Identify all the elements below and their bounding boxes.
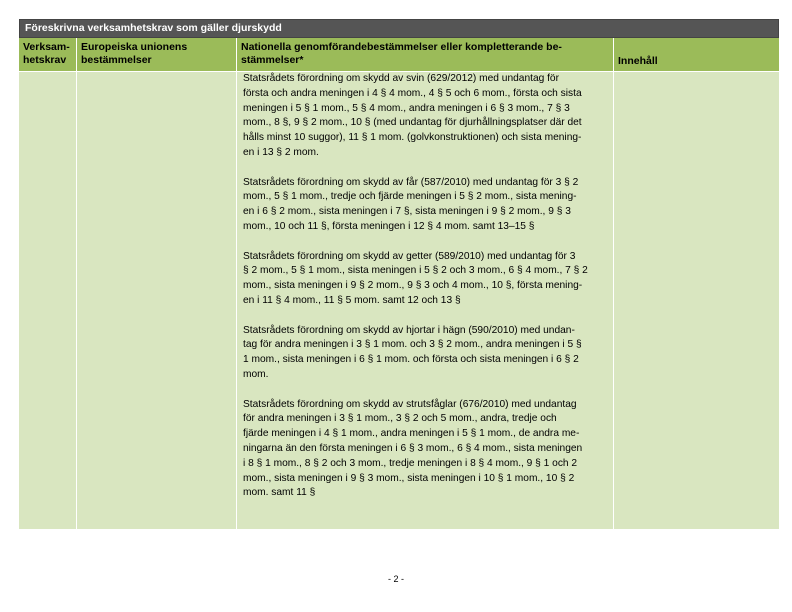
paragraph-hjortar: Statsrådets förordning om skydd av hjortar i hägn (590/2010) med undan- tag för andra meningen i 3 § 1 mom. och 3 § 2 mom., andra meningen i 5 § 1 mom., sista meningen i 6 § 1 mom. och första och sista meningen i 6 § 2 mom. (243, 324, 582, 380)
cell-nationella-bestammelser (237, 72, 614, 530)
table-row (19, 72, 779, 530)
page-number: - 2 - (387, 574, 404, 584)
table-title: Föreskrivna verksamhetskrav som gäller djurskydd (19, 19, 779, 38)
header-row (19, 38, 779, 72)
header-eu-bestammelser: Europeiska unionens bestämmelser (77, 38, 237, 72)
paragraph-far: Statsrådets förordning om skydd av får (587/2010) med undantag för 3 § 2 mom., 5 § 1 mom., tredje och fjärde meningen i 5 § 2 mom., sista mening- en i 6 § 2 mom., sista meningen i 7 §, sista meningen i 9 § 2 mom., 9 § 3 mom., 10 och 11 §, första meningen i 12 § 4 mom. samt 13–15 § (243, 176, 579, 232)
header-innehall (614, 38, 779, 72)
header-nationella-bestammelser: Nationella genomförandebestämmelser eller kompletterande be- stämmelser* (237, 38, 614, 72)
cell-innehall (614, 72, 779, 530)
requirements-table (19, 19, 779, 530)
paragraph-svin: Statsrådets förordning om skydd av svin (629/2012) med undantag för första och andra meningen i 4 § 4 mom., 4 § 5 och 6 mom., första och sista meningen i 5 § 1 mom., 5 § 4 mom., andra meningen i 6 § 3 mom., 7 § 3 mom., 8 §, 9 § 2 mom., 10 § (med undantag för djurhållningsplatser där det hålls minst 10 suggor), 11 § 1 mom. (golvkonstruktionen) och sista mening- en i 13 § 2 mom. (243, 73, 582, 158)
cell-eu-bestammelser (77, 72, 237, 530)
cell-verksamhetskrav (19, 72, 77, 530)
header-verksamhetskrav: Verksam- hetskrav (19, 38, 77, 72)
paragraph-strutsfaglar: Statsrådets förordning om skydd av strutsfåglar (676/2010) med undantag för andra meningen i 3 § 1 mom., 3 § 2 och 5 mom., andra, tredje och fjärde meningen i 4 § 1 mom., andra meningen i 5 § 1 mom., de andra me- ningarna än den första meningen i 6 § 3 mom., 6 § 4 mom., sista meningen i 8 § 1 mom., 8 § 2 och 3 mom., tredje meningen i 8 § 4 mom., 9 § 1 och 2 mom., sista meningen i 9 § 3 mom., sista meningen i 10 § 1 mom., 10 § 2 mom. samt 11 § (243, 398, 583, 499)
header-innehall-label: Innehåll (618, 55, 658, 67)
paragraph-getter: Statsrådets förordning om skydd av getter (589/2010) med undantag för 3 § 2 mom., 5 § 1 mom., sista meningen i 5 § 2 och 3 mom., 6 § 4 mom., 7 § 2 mom., sista meningen i 9 § 2 mom., 9 § 3 och 4 mom., 10 §, första mening- en i 11 § 4 mom., 11 § 5 mom. samt 12 och 13 § (243, 250, 588, 306)
